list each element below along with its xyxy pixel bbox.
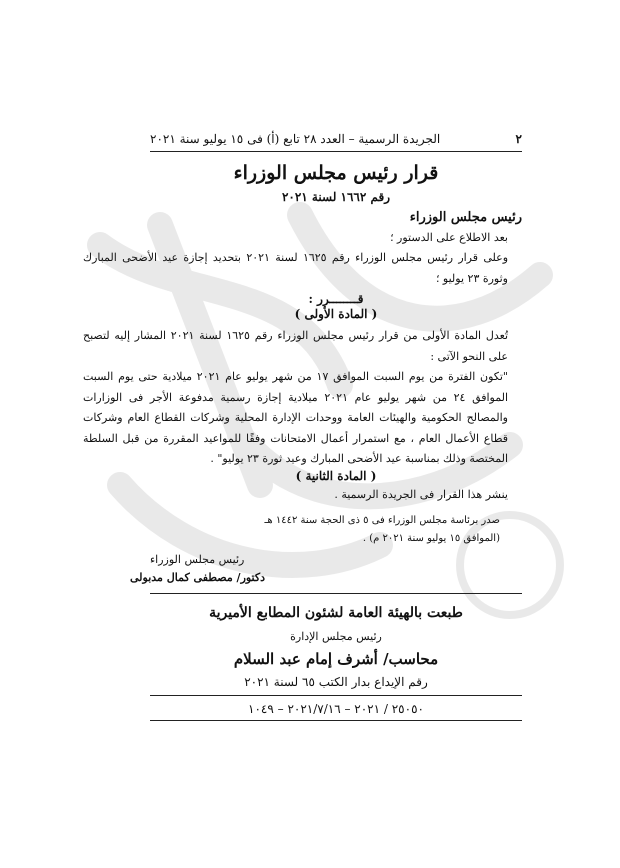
article-1-heading: ( المادة الأولى ) (294, 307, 378, 321)
article-2-text: ينشر هذا القرار فى الجريدة الرسمية . (334, 488, 508, 501)
print-code: ٢٥٠٥٠ / ٢٠٢١ – ٢٠٢١/٧/١٦ – ١٠٤٩ (248, 702, 424, 716)
board-role: رئيس مجلس الإدارة (290, 630, 382, 643)
footer-divider-top (150, 593, 522, 594)
article-2-heading: ( المادة الثانية ) (295, 469, 377, 483)
article-1-text: "تكون الفترة من يوم السبت الموافق ١٧ من شهر يوليو عام ٢٠٢١ ميلادية حتى يوم السبت الموافق ٢٤ من شهر يوليو عام ٢٠٢١ ميلادية إجازة رسمية مدفوعة الأجر فى الوزارات والمصالح الحكومية والهيئات العامة ووحدات الإدارة المحلية وشركات القطاع العام وشركات قطاع الأعمال العام ، مع استمرار أعمال الامتحانات وفقًا للمواعيد المقررة من قبل السلطة المختصة وذلك بمناسبة عيد الأضحى المبارك وعيد ثورة ٢٣ يوليو" . (83, 370, 509, 465)
page-header (150, 130, 522, 148)
footer-divider-middle (150, 695, 522, 696)
board-name: محاسب/ أشرف إمام عبد السلام (233, 650, 439, 668)
page-number: ٢ (515, 132, 522, 146)
issuance-date: صدر برئاسة مجلس الوزراء فى ٥ ذى الحجة سنة ١٤٤٢ هـ (264, 515, 500, 526)
printer-name: طبعت بالهيئة العامة لشئون المطابع الأميرية (209, 605, 463, 621)
article-1-intro: تُعدل المادة الأولى من قرار رئيس مجلس الوزراء رقم ١٦٢٥ لسنة ٢٠٢١ المشار إليه لتصبح على النحو الآتى : (83, 329, 508, 363)
decree-number: رقم ١٦٦٢ لسنة ٢٠٢١ (281, 190, 391, 204)
preamble-constitution: بعد الاطلاع على الدستور ؛ (390, 231, 508, 244)
deposit-number: رقم الإيداع بدار الكتب ٦٥ لسنة ٢٠٢١ (244, 675, 428, 689)
issuer-heading: رئيس مجلس الوزراء (409, 210, 522, 225)
signature-role: رئيس مجلس الوزراء (150, 553, 245, 566)
decree-title: قرار رئيس مجلس الوزراء (233, 162, 439, 184)
gazette-title: الجريدة الرسمية – العدد ٢٨ تابع (أ) فى ١٥ يوليو سنة ٢٠٢١ (150, 132, 441, 146)
signature-name: دكتور/ مصطفى كمال مدبولى (130, 571, 266, 584)
footer-divider-bottom (150, 720, 522, 721)
header-divider (150, 151, 522, 152)
issuance-corresponding-date: (الموافق ١٥ يوليو سنة ٢٠٢١ م) . (362, 533, 500, 544)
preamble-previous-decree: وعلى قرار رئيس مجلس الوزراء رقم ١٦٢٥ لسنة ٢٠٢١ بتحديد إجازة عيد الأضحى المبارك وثورة ٢٣ يوليو ؛ (83, 251, 509, 285)
decided-text: قــــــــرر : (308, 292, 364, 306)
decided-heading (150, 292, 522, 306)
